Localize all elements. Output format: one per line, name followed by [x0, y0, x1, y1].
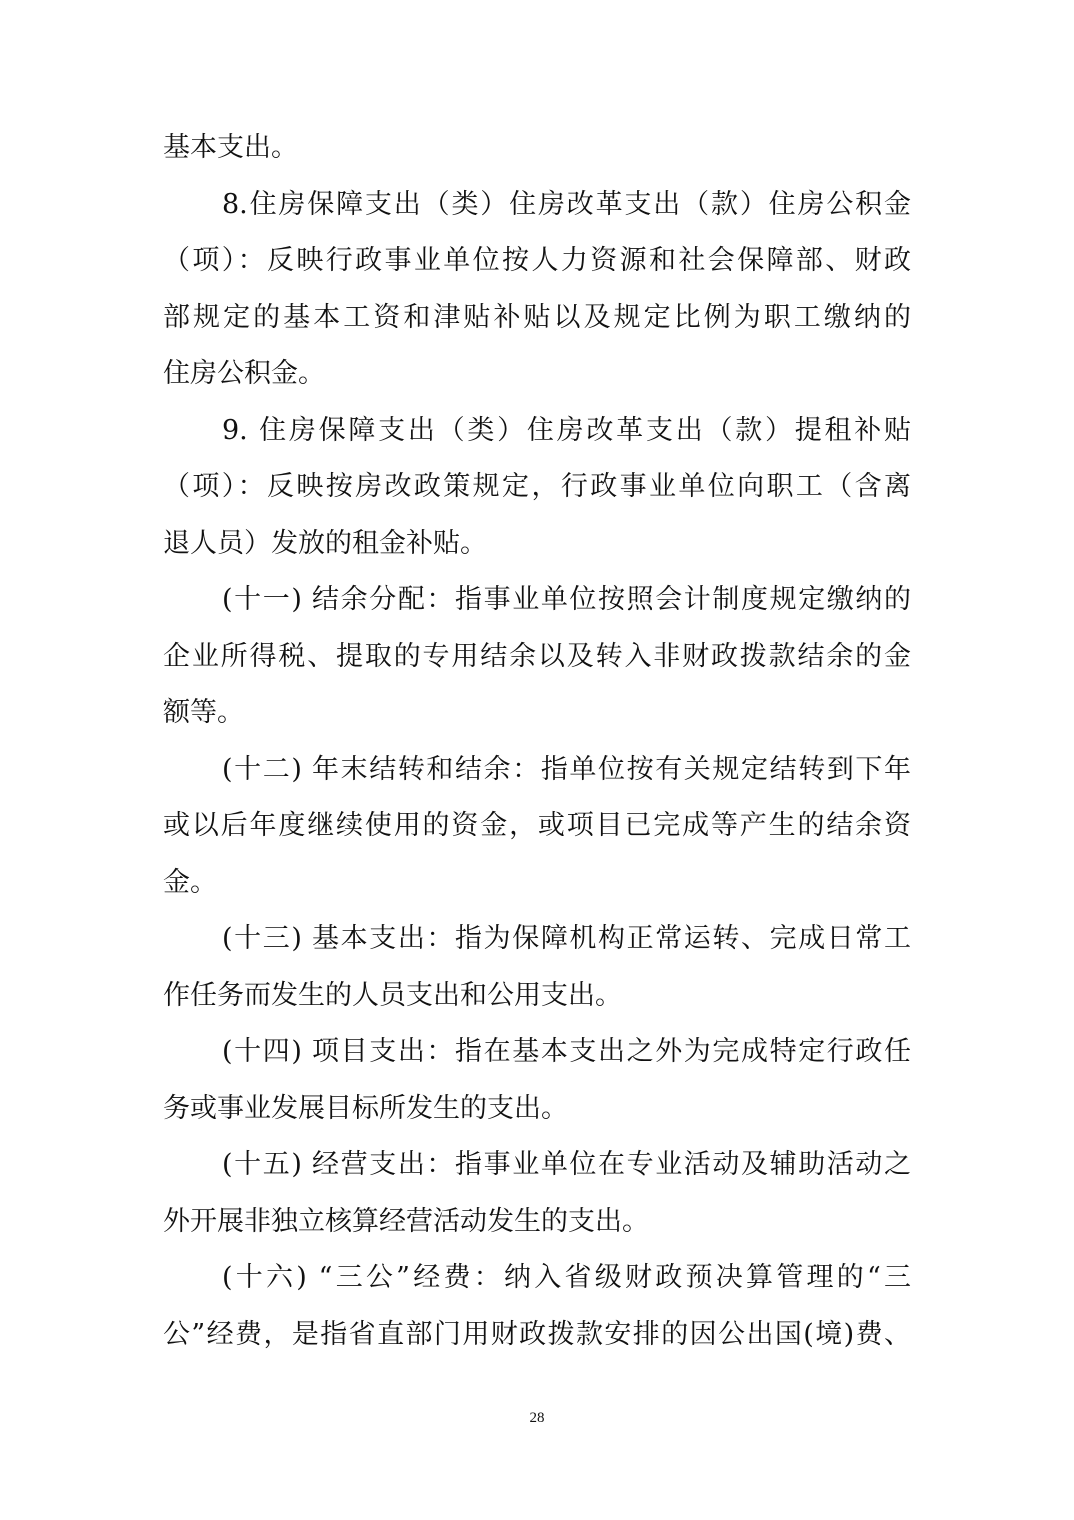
text-line: (十六) “三公”经费：纳入省级财政预决算管理的“三	[222, 1262, 911, 1293]
text-line: 基本支出。	[163, 132, 298, 163]
text-line: (十二) 年末结转和结余：指单位按有关规定结转到下年	[222, 753, 911, 785]
paragraph	[163, 572, 911, 742]
text-line: 金。	[163, 866, 217, 898]
text-line: 部规定的基本工资和津贴补贴以及规定比例为职工缴纳的	[163, 301, 911, 333]
paragraph	[163, 911, 911, 1024]
document-body	[163, 120, 911, 1363]
page-number: 28	[529, 1410, 545, 1426]
text-line: 企业所得税、提取的专用结余以及转入非财政拨款结余的金	[163, 640, 911, 672]
text-line: (十四) 项目支出：指在基本支出之外为完成特定行政任	[222, 1036, 911, 1067]
text-line: 公”经费，是指省直部门用财政拨款安排的因公出国(境)费、	[163, 1318, 911, 1350]
paragraph	[163, 1137, 911, 1250]
text-line: (十一) 结余分配：指事业单位按照会计制度规定缴纳的	[222, 584, 911, 615]
text-line: 退人员）发放的租金补贴。	[163, 527, 487, 559]
paragraph	[163, 742, 911, 912]
text-line: （项）：反映按房改政策规定，行政事业单位向职工（含离	[163, 471, 911, 502]
text-line: 作任务而发生的人员支出和公用支出。	[163, 979, 622, 1011]
text-line: 或以后年度继续使用的资金，或项目已完成等产生的结余资	[163, 810, 911, 841]
text-line: 9. 住房保障支出（类）住房改革支出（款）提租补贴	[222, 414, 911, 446]
text-line: （项）：反映行政事业单位按人力资源和社会保障部、财政	[163, 245, 911, 276]
paragraph	[163, 177, 911, 403]
text-line: 务或事业发展目标所发生的支出。	[163, 1092, 568, 1124]
text-line: 8.住房保障支出（类）住房改革支出（款）住房公积金	[222, 188, 911, 220]
text-line: (十三) 基本支出：指为保障机构正常运转、完成日常工	[222, 923, 911, 954]
paragraph	[163, 403, 911, 573]
paragraph	[163, 120, 911, 177]
text-line: 住房公积金。	[163, 358, 325, 389]
paragraph	[163, 1250, 911, 1363]
paragraph	[163, 1024, 911, 1137]
text-line: 额等。	[163, 697, 244, 728]
text-line: 外开展非独立核算经营活动发生的支出。	[163, 1205, 649, 1237]
text-line: (十五) 经营支出：指事业单位在专业活动及辅助活动之	[222, 1149, 911, 1180]
